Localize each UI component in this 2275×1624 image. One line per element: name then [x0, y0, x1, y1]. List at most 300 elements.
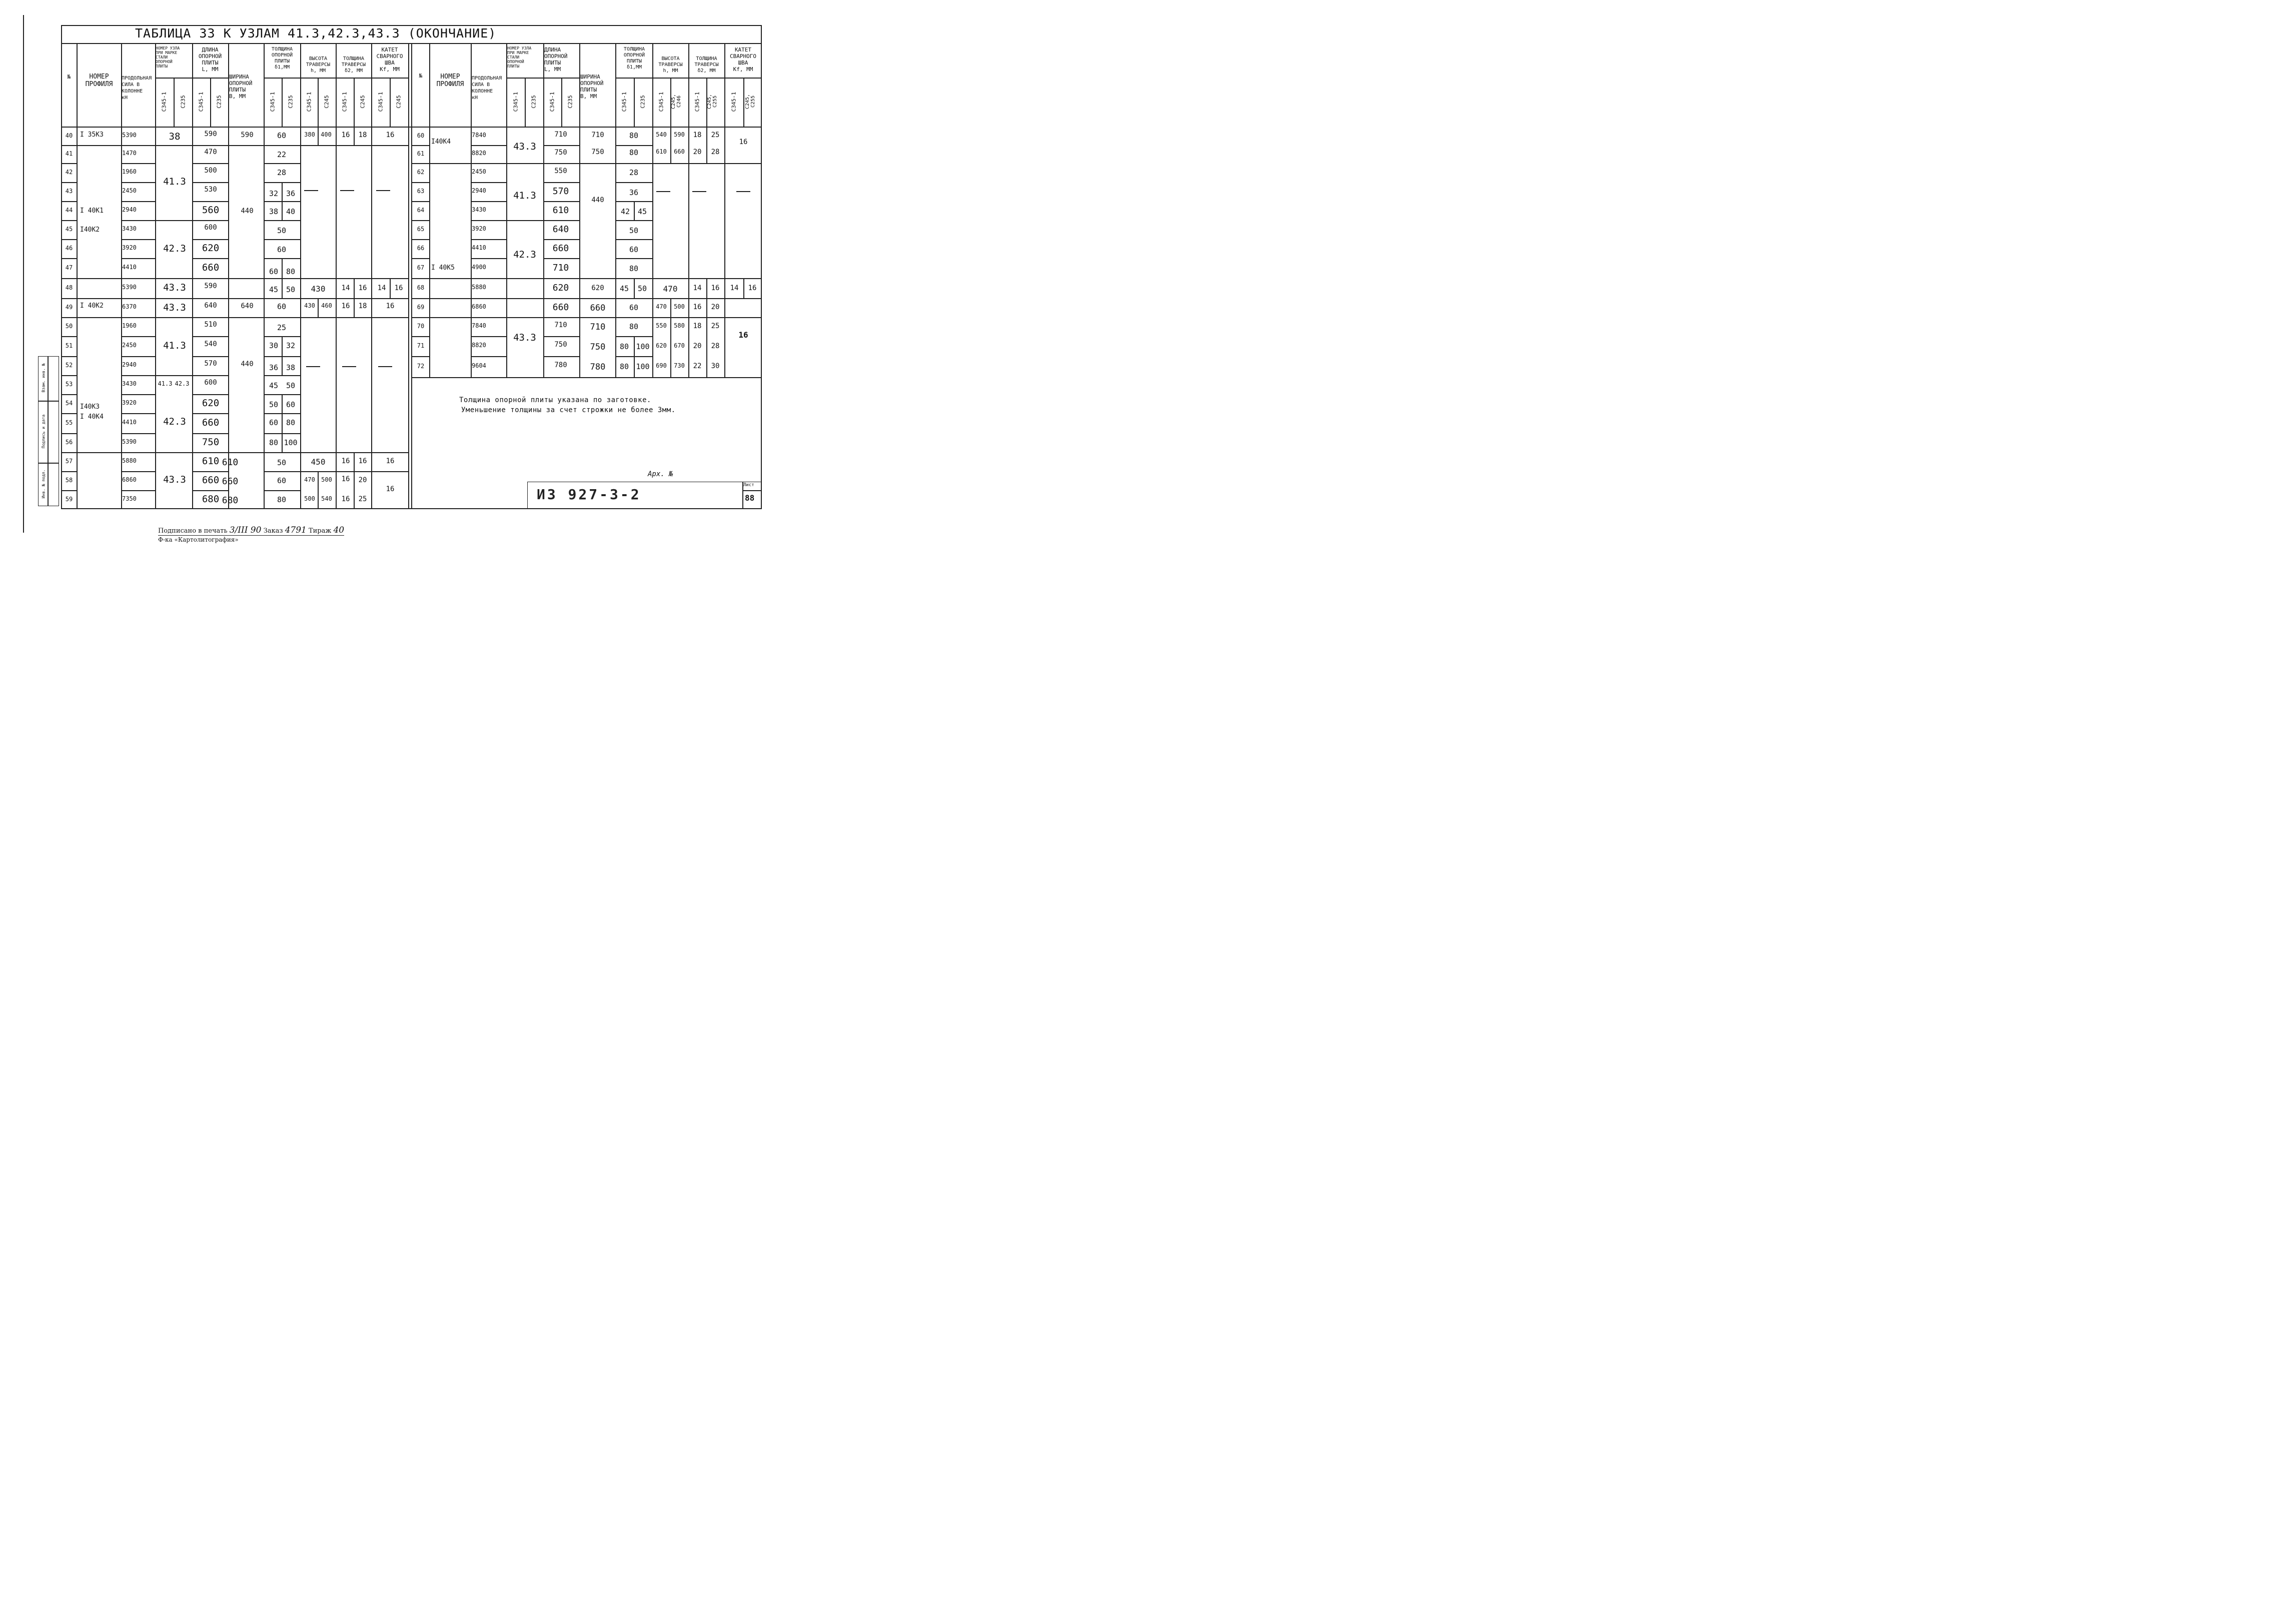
plate-length: 540	[204, 340, 217, 348]
row-line	[192, 490, 228, 491]
plate-length: 620	[202, 398, 220, 409]
plate-thickness: 42	[620, 207, 630, 216]
traverse-thickness: 22	[693, 362, 702, 370]
row-line	[543, 258, 579, 259]
plate-width: 710	[590, 322, 606, 332]
row-line	[61, 471, 77, 472]
row-force: 4410	[122, 419, 137, 426]
split-line	[390, 278, 391, 298]
plate-length: 660	[202, 475, 220, 486]
plate-thickness: 45	[619, 284, 629, 293]
stamp-sheet-number: 88	[745, 493, 755, 503]
node-number: 41.3	[513, 190, 536, 201]
plate-thickness: 50	[286, 285, 296, 294]
traverse-thickness: 28	[711, 342, 720, 350]
plate-thickness: 80	[629, 322, 639, 331]
plate-width: 750	[590, 342, 606, 352]
node-number: 43.3	[513, 332, 536, 343]
plate-length: 510	[204, 321, 217, 329]
plate-width: 680	[222, 495, 239, 506]
traverse-height: 690	[656, 362, 667, 369]
plate-thickness: 36	[629, 188, 639, 197]
plate-thickness: 32	[286, 341, 296, 350]
row-line	[192, 336, 228, 337]
plate-thickness: 25	[277, 323, 287, 332]
profile-name: I 35K3	[80, 131, 104, 139]
split-line	[706, 278, 707, 377]
header-right-trthick-steel-a: С345-1	[694, 92, 701, 112]
plate-thickness: 80	[629, 264, 639, 273]
row-line	[264, 490, 300, 491]
weld-leg: 14	[730, 284, 739, 292]
header-right-length-steel-a: С345-1	[549, 92, 556, 112]
row-line	[121, 220, 155, 221]
side-label-inventory: Инв. № подл.	[41, 469, 46, 499]
traverse-thickness: 16	[358, 284, 367, 292]
plate-thickness: 60	[269, 267, 279, 276]
row-number: 69	[417, 304, 425, 311]
row-line	[471, 258, 506, 259]
header-node: НОМЕР УЗЛА ПРИ МАРКЕ СТАЛИ ОПОРНОЙ ПЛИТЫ	[156, 46, 180, 69]
profile-name: I 40K1	[80, 207, 104, 215]
traverse-thickness: 16	[341, 495, 350, 503]
header-right-height-steel-c: С245, С246	[671, 94, 682, 110]
row-line	[411, 336, 429, 337]
row-line	[411, 182, 429, 183]
dash-mark	[306, 366, 320, 367]
group-line	[429, 298, 762, 299]
row-line	[543, 182, 579, 183]
plate-thickness: 60	[269, 418, 279, 427]
row-line	[411, 220, 429, 221]
weld-leg: 16	[386, 485, 395, 493]
row-line	[121, 490, 155, 491]
row-number: 66	[417, 245, 425, 252]
row-force: 1960	[122, 322, 137, 329]
row-line	[121, 239, 155, 240]
plate-length: 660	[202, 262, 220, 273]
row-force: 3920	[122, 244, 137, 251]
row-line	[61, 298, 77, 299]
row-line	[264, 163, 300, 164]
row-force: 5390	[122, 284, 137, 291]
footer-run-number: 40	[333, 525, 345, 535]
split-line	[706, 127, 707, 163]
row-line	[264, 220, 300, 221]
plate-length: 660	[202, 417, 220, 428]
plate-length: 750	[202, 437, 220, 448]
row-line	[471, 239, 506, 240]
group-line	[77, 317, 408, 318]
row-force: 5880	[472, 284, 486, 291]
plate-width: 660	[222, 476, 239, 487]
plate-length: 610	[552, 205, 569, 216]
row-number: 64	[417, 207, 425, 214]
stamp-sheet-label: Лист	[743, 483, 754, 488]
group-line	[155, 220, 192, 221]
split-line	[670, 127, 671, 163]
header-thick: ТОЛЩИНА ОПОРНОЙ ПЛИТЫ δ1,ММ	[271, 47, 293, 70]
traverse-height: 540	[656, 131, 667, 138]
row-force: 2940	[122, 206, 137, 213]
header-no-right: №	[419, 73, 423, 79]
row-force: 6860	[472, 303, 486, 310]
group-line	[429, 317, 762, 318]
traverse-height: 580	[674, 322, 685, 329]
traverse-height: 430	[304, 302, 315, 309]
row-line	[61, 490, 77, 491]
row-number: 53	[65, 381, 73, 388]
row-line	[192, 163, 228, 164]
plate-length: 660	[552, 302, 569, 313]
plate-thickness: 28	[629, 168, 639, 177]
traverse-thickness: 20	[711, 303, 720, 311]
split-line	[354, 278, 355, 317]
row-number: 68	[417, 284, 425, 291]
row-line	[192, 413, 228, 414]
plate-thickness: 80	[629, 148, 639, 157]
dash-mark	[656, 191, 670, 192]
row-line	[61, 413, 77, 414]
footer-run-label: Тираж	[308, 527, 332, 535]
weld-leg: 16	[738, 330, 748, 340]
row-force: 8820	[472, 150, 486, 157]
footer-print-line	[158, 525, 344, 536]
plate-thickness: 22	[277, 150, 287, 159]
profile-name: I 40K2	[80, 302, 104, 310]
plate-thickness: 50	[286, 381, 296, 390]
plate-thickness: 50	[637, 284, 647, 293]
plate-length: 600	[204, 379, 217, 387]
plate-thickness: 50	[277, 458, 287, 467]
plate-thickness: 32	[269, 189, 279, 198]
header-width-right: ШИРИНА ОПОРНОЙ ПЛИТЫ В, ММ	[580, 74, 604, 100]
plate-thickness: 80	[277, 495, 287, 504]
header-profile-right: НОМЕР ПРОФИЛЯ	[436, 73, 464, 88]
plate-thickness: 60	[629, 303, 639, 312]
row-line	[61, 163, 77, 164]
row-line	[543, 220, 579, 221]
plate-thickness: 80	[269, 438, 279, 447]
row-force: 5390	[122, 131, 137, 139]
plate-thickness: 30	[269, 341, 279, 350]
row-number: 43	[65, 188, 73, 195]
row-force: 5880	[122, 457, 137, 464]
row-number: 46	[65, 245, 73, 252]
row-line	[543, 239, 579, 240]
row-force: 4410	[122, 264, 137, 271]
plate-width: 440	[591, 196, 604, 204]
row-line	[61, 356, 77, 357]
row-line	[61, 201, 77, 202]
group-line	[429, 163, 762, 164]
row-line	[411, 278, 429, 279]
plate-length: 640	[204, 302, 217, 310]
row-line	[61, 336, 77, 337]
header-thick-right: ТОЛЩИНА ОПОРНОЙ ПЛИТЫ δ1,ММ	[623, 47, 645, 70]
row-line	[192, 220, 228, 221]
row-number: 52	[65, 362, 73, 369]
traverse-height: 660	[674, 148, 685, 155]
margin-line	[23, 15, 24, 533]
split-line	[282, 258, 283, 298]
row-force: 7350	[122, 495, 137, 502]
plate-width: 660	[590, 303, 606, 313]
plate-thickness: 60	[277, 131, 287, 140]
row-number: 72	[417, 363, 425, 370]
dash-mark	[342, 366, 356, 367]
row-number: 65	[417, 226, 425, 233]
plate-length: 620	[552, 283, 569, 293]
plate-thickness: 50	[277, 226, 287, 235]
row-number: 49	[65, 304, 73, 311]
plate-thickness: 60	[277, 245, 287, 254]
header-right-thick-steel-b: С235	[639, 95, 646, 109]
footer-factory: Ф-ка «Картолитография»	[158, 536, 239, 543]
header-right-length-steel-b: С235	[567, 95, 574, 109]
row-line	[471, 220, 506, 221]
profile-name: I40K2	[80, 226, 100, 234]
traverse-thickness: 25	[711, 131, 720, 139]
traverse-thickness: 20	[358, 476, 367, 484]
header-right-thick-steel-a: С345-1	[621, 92, 628, 112]
node-number: 42.3	[163, 416, 186, 427]
header-right-node-steel-a: С345-1	[512, 92, 519, 112]
row-number: 71	[417, 342, 425, 349]
header-right-node-steel-b: С235	[530, 95, 537, 109]
node-number: 42.3	[175, 380, 190, 387]
split-line	[282, 182, 283, 220]
row-line	[192, 258, 228, 259]
row-number: 56	[65, 439, 73, 446]
weld-leg: 16	[394, 284, 403, 292]
row-line	[121, 336, 155, 337]
dash-mark	[736, 191, 750, 192]
row-force: 1470	[122, 150, 137, 157]
plate-length: 590	[204, 130, 217, 138]
node-number: 38	[169, 131, 181, 142]
row-line	[411, 163, 429, 164]
plate-length: 500	[204, 167, 217, 175]
plate-thickness: 80	[619, 362, 629, 371]
plate-thickness: 50	[629, 226, 639, 235]
plate-length: 640	[552, 224, 569, 235]
traverse-height: 450	[311, 457, 326, 467]
plate-thickness: 60	[277, 476, 287, 485]
row-force: 3430	[122, 225, 137, 232]
note-line-1: Толщина опорной плиты указана по заготовке.	[459, 396, 651, 404]
header-height-right: ВЫСОТА ТРАВЕРСЫ h, ММ	[658, 56, 683, 74]
group-line	[77, 145, 408, 146]
page-title: ТАБЛИЦА 33 К УЗЛАМ 41.3,42.3,43.3 (ОКОНЧАНИЕ)	[135, 26, 497, 41]
row-line	[121, 471, 155, 472]
traverse-thickness: 16	[341, 131, 350, 139]
row-line	[121, 182, 155, 183]
plate-thickness: 45	[637, 207, 647, 216]
split-line	[282, 394, 283, 452]
traverse-height: 540	[321, 495, 332, 502]
row-line	[121, 413, 155, 414]
row-force: 3430	[472, 206, 486, 213]
row-line	[264, 239, 300, 240]
row-line	[192, 471, 228, 472]
traverse-height: 610	[656, 148, 667, 155]
header-node-steel-a: С345-1	[161, 92, 168, 112]
traverse-height: 620	[656, 342, 667, 349]
plate-length: 570	[204, 360, 217, 368]
header-profile: НОМЕР ПРОФИЛЯ	[85, 73, 113, 88]
header-trthick-right: ТОЛЩИНА ТРАВЕРСЫ δ2, ММ	[694, 56, 719, 74]
header-weld-right: КАТЕТ СВАРНОГО ШВА Kf, ММ	[730, 47, 756, 73]
plate-thickness: 45	[269, 285, 279, 294]
split-line	[634, 278, 635, 298]
row-number: 51	[65, 342, 73, 349]
plate-length: 680	[202, 494, 220, 505]
footer-signed-label: Подписано в печать	[158, 527, 228, 535]
traverse-height: 470	[663, 284, 678, 294]
row-line	[615, 182, 652, 183]
traverse-thickness: 18	[358, 131, 367, 139]
row-line	[411, 145, 429, 146]
weld-leg: 16	[386, 302, 395, 310]
plate-length: 660	[552, 243, 569, 254]
row-number: 60	[417, 132, 425, 139]
traverse-thickness: 18	[693, 322, 702, 330]
row-number: 44	[65, 207, 73, 214]
row-line	[471, 201, 506, 202]
traverse-thickness: 25	[711, 322, 720, 330]
plate-length: 470	[204, 148, 217, 156]
row-force: 2450	[122, 342, 137, 349]
row-line	[121, 394, 155, 395]
row-force: 2450	[472, 168, 486, 175]
row-line	[543, 336, 579, 337]
header-height-steel-c: С245	[323, 95, 330, 109]
plate-length: 710	[552, 263, 569, 273]
weld-leg: 14	[377, 284, 386, 292]
header-height: ВЫСОТА ТРАВЕРСЫ h, ММ	[306, 56, 331, 74]
row-line	[61, 278, 77, 279]
weld-leg: 16	[386, 131, 395, 139]
row-line	[192, 433, 228, 434]
row-number: 70	[417, 323, 425, 330]
traverse-height: 590	[674, 131, 685, 138]
row-line	[264, 375, 300, 376]
plate-width: 440	[241, 207, 254, 215]
row-line	[61, 220, 77, 221]
profile-name: I 40K4	[80, 413, 104, 421]
row-line	[121, 356, 155, 357]
traverse-height: 730	[674, 362, 685, 369]
row-number: 40	[65, 132, 73, 139]
row-line	[411, 356, 429, 357]
traverse-thickness: 16	[693, 303, 702, 311]
row-number: 50	[65, 323, 73, 330]
split-line	[634, 201, 635, 220]
traverse-height: 470	[656, 303, 667, 310]
plate-thickness: 45	[269, 381, 279, 390]
traverse-thickness: 18	[358, 302, 367, 310]
traverse-height: 500	[321, 476, 332, 483]
traverse-thickness: 16	[341, 457, 350, 465]
row-line	[192, 356, 228, 357]
row-line	[471, 336, 506, 337]
header-right-height-steel-a: С345-1	[658, 92, 665, 112]
header-thick-steel-a: С345-1	[269, 92, 276, 112]
split-line	[634, 336, 635, 377]
header-length: ДЛИНА ОПОРНОЙ ПЛИТЫ L, ММ	[198, 47, 222, 73]
node-number: 42.3	[513, 249, 536, 260]
note-line-2: Уменьшение толщины за счет строжки не более 3мм.	[461, 406, 676, 414]
row-line	[192, 201, 228, 202]
header-right-weld-steel-a: С345-1	[730, 92, 737, 112]
plate-length: 560	[202, 205, 220, 216]
dash-mark	[378, 366, 392, 367]
row-line	[121, 433, 155, 434]
row-line	[411, 239, 429, 240]
row-number: 61	[417, 150, 425, 157]
traverse-thickness: 16	[341, 475, 350, 483]
node-number: 41.3	[158, 380, 173, 387]
row-number: 63	[417, 188, 425, 195]
plate-thickness: 100	[636, 362, 650, 371]
plate-length: 780	[554, 361, 567, 369]
weld-leg: 16	[386, 457, 395, 465]
row-force: 6370	[122, 303, 137, 310]
traverse-thickness: 20	[693, 342, 702, 350]
row-force: 4900	[472, 264, 486, 271]
row-number: 45	[65, 226, 73, 233]
weld-leg: 16	[739, 138, 748, 146]
split-line	[670, 298, 671, 377]
traverse-height: 400	[321, 131, 332, 138]
row-force: 7840	[472, 131, 486, 139]
row-line	[121, 258, 155, 259]
traverse-thickness: 28	[711, 148, 720, 156]
traverse-thickness: 14	[341, 284, 350, 292]
plate-thickness: 28	[277, 168, 287, 177]
header-force-right: ПРОДОЛЬНАЯ СИЛА В КОЛОННЕ кН	[472, 76, 502, 101]
traverse-height: 500	[304, 495, 315, 502]
plate-thickness: 60	[277, 302, 287, 311]
header-right-weld-steel-c: С245, С255	[745, 94, 756, 110]
split-line	[282, 336, 283, 375]
traverse-height: 430	[311, 284, 326, 294]
row-line	[615, 258, 652, 259]
split-line	[318, 127, 319, 145]
footer-order-label: Заказ	[263, 527, 283, 535]
node-number: 41.3	[163, 340, 186, 351]
traverse-height: 670	[674, 342, 685, 349]
split-line	[354, 452, 355, 509]
header-right-trthick-steel-c: С245, С255	[707, 94, 718, 110]
node-number: 43.3	[163, 474, 186, 485]
row-number: 57	[65, 458, 73, 465]
node-number: 43.3	[163, 282, 186, 293]
plate-width: 440	[241, 360, 254, 368]
group-line	[77, 452, 408, 453]
row-line	[615, 239, 652, 240]
dash-mark	[692, 191, 706, 192]
group-line	[506, 278, 543, 279]
row-line	[61, 239, 77, 240]
row-number: 48	[65, 284, 73, 291]
row-number: 58	[65, 477, 73, 484]
row-line	[471, 182, 506, 183]
row-number: 62	[417, 169, 425, 176]
traverse-thickness: 20	[693, 148, 702, 156]
row-force: 2940	[472, 187, 486, 194]
